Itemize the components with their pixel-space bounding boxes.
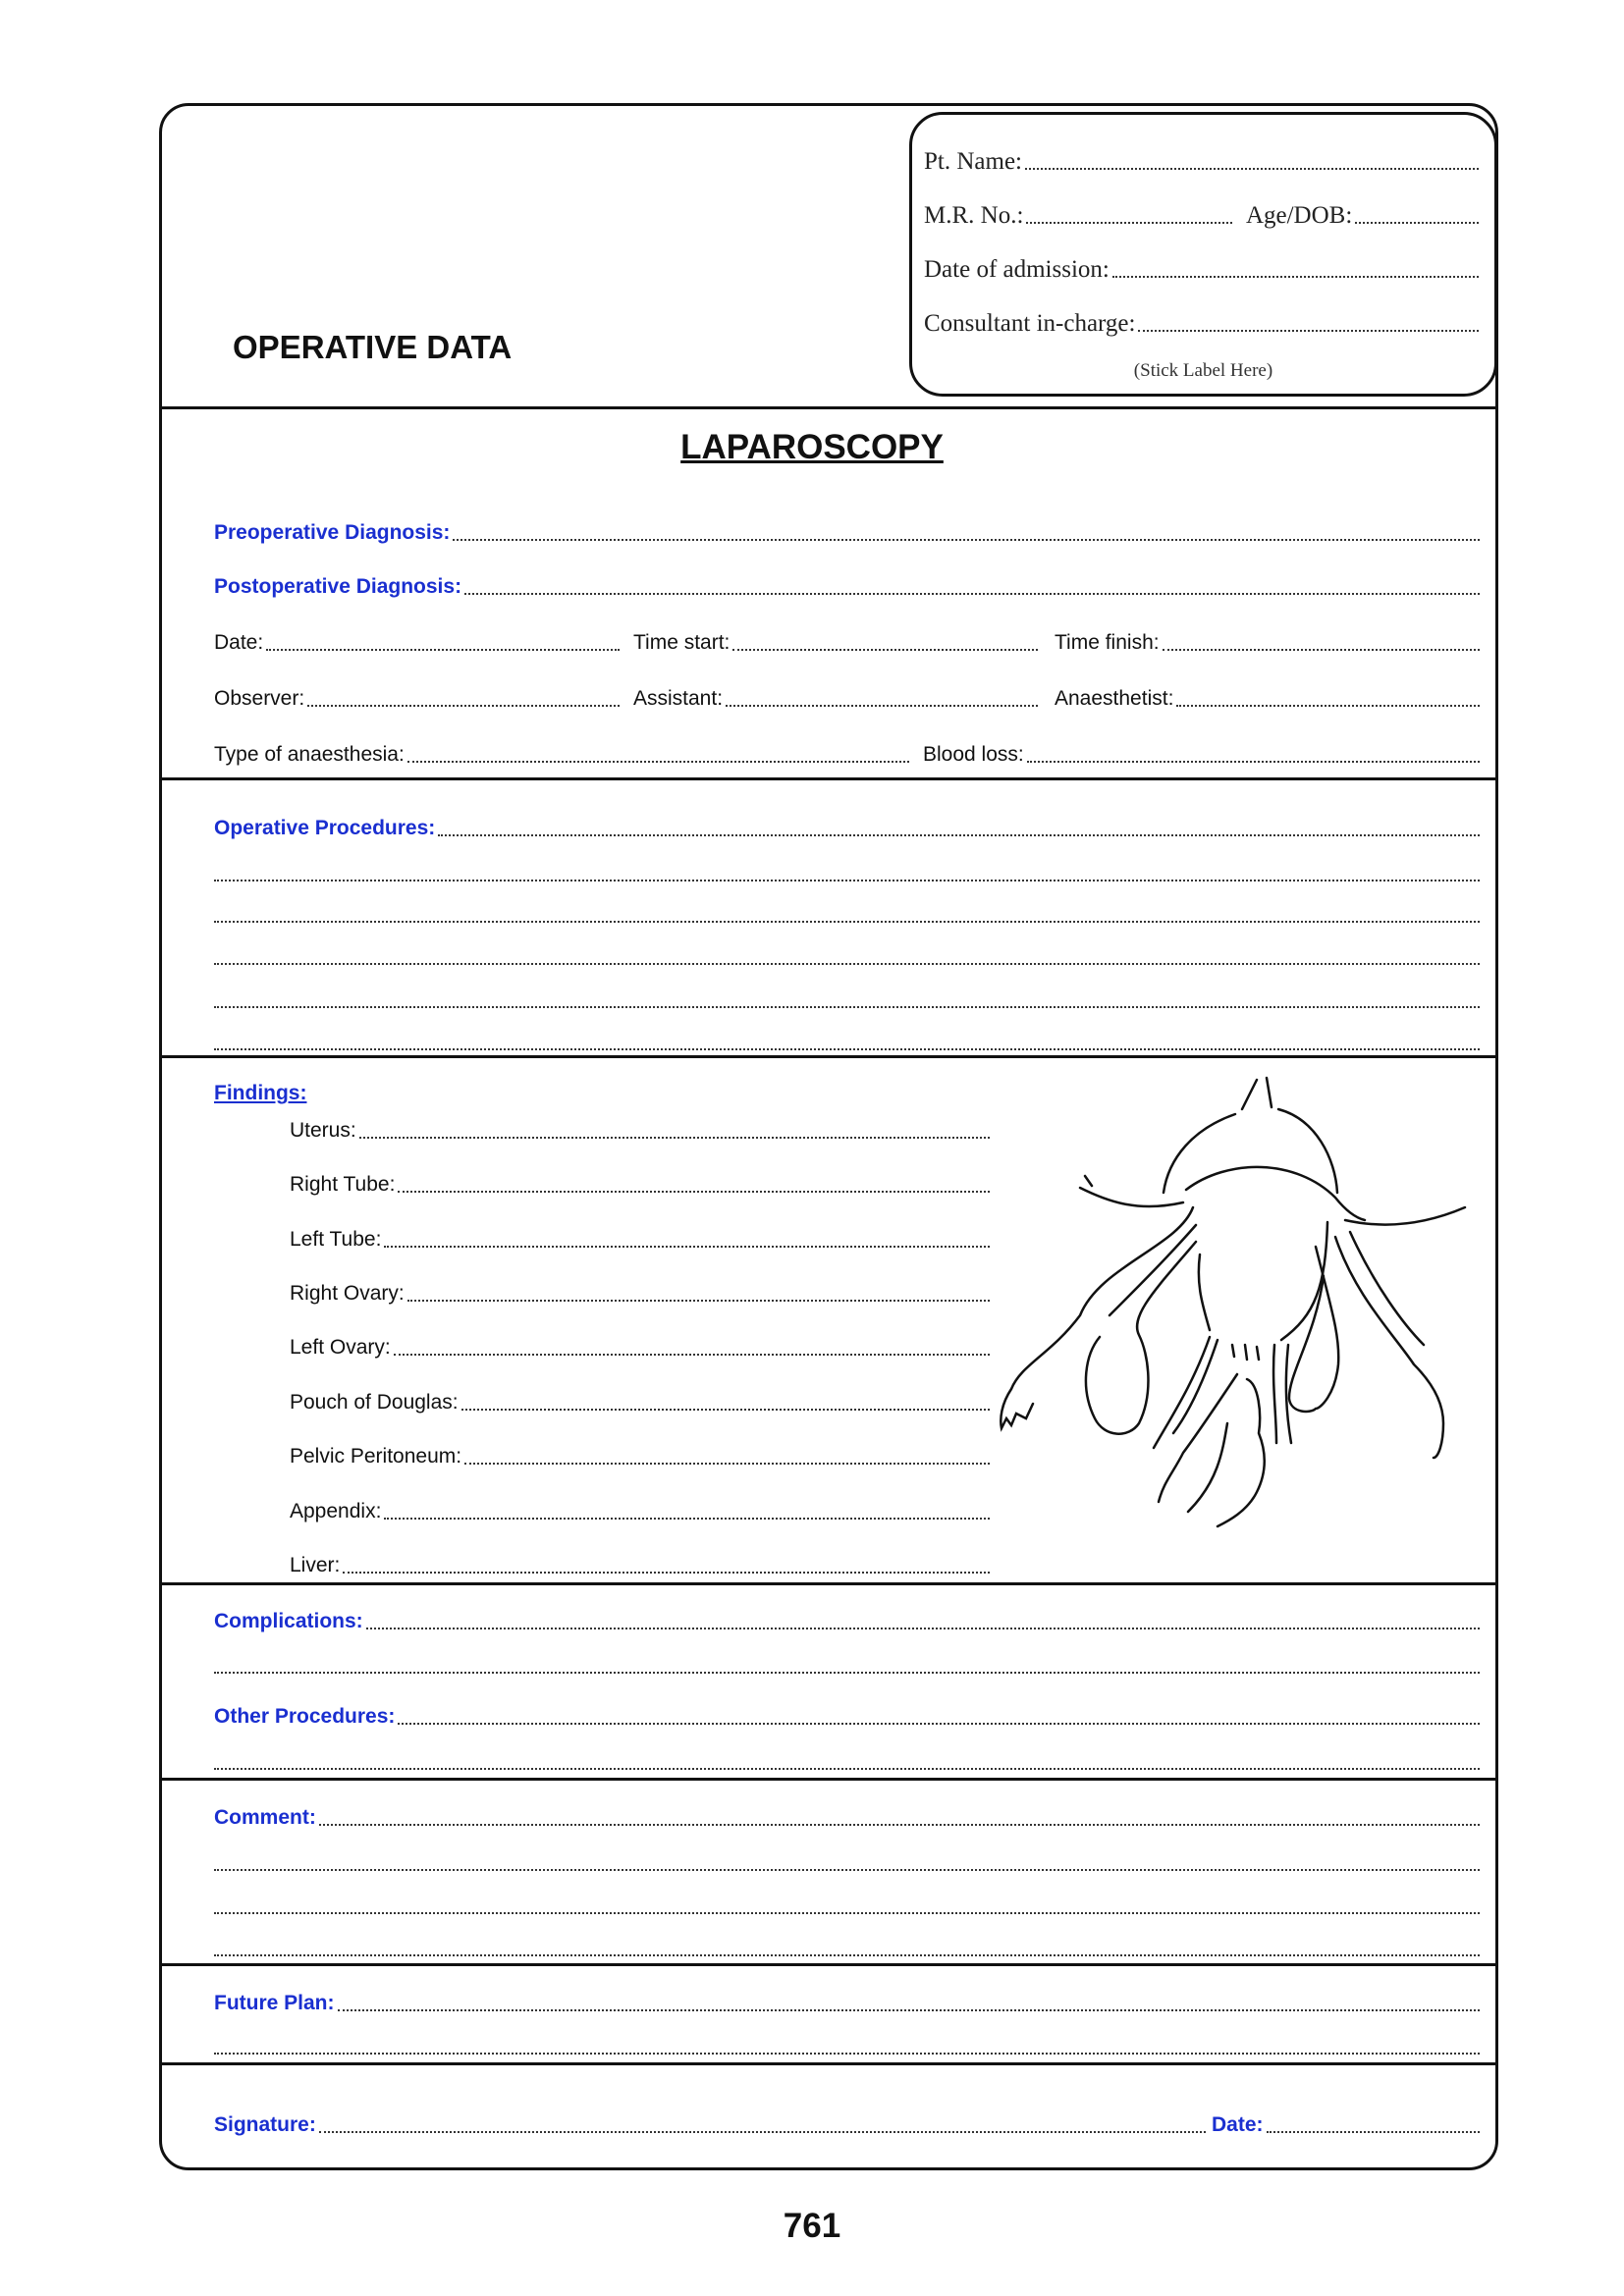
finding-label: Right Tube:	[290, 1173, 396, 1196]
divider	[159, 1582, 1498, 1585]
section-title	[233, 330, 512, 365]
finding-right-tube[interactable]	[290, 1172, 990, 1198]
future-plan-field[interactable]	[214, 1991, 1480, 2016]
operative-procedures-label: Operative Procedures:	[214, 817, 436, 839]
finding-label: Pouch of Douglas:	[290, 1391, 459, 1414]
assistant-label: Assistant:	[633, 687, 724, 710]
anaesthetist-label: Anaesthetist:	[1055, 687, 1174, 710]
finding-uterus[interactable]	[290, 1118, 990, 1144]
uterine-tip-sketch	[1242, 1078, 1272, 1109]
fill-line	[1267, 2130, 1480, 2133]
procedures-line[interactable]	[214, 1048, 1480, 1050]
fill-line	[1027, 760, 1480, 763]
time-finish-field[interactable]	[1055, 630, 1480, 656]
age-dob-line	[1355, 221, 1479, 224]
finding-label: Appendix:	[290, 1500, 382, 1522]
finding-appendix[interactable]	[290, 1499, 990, 1524]
pt-name-line	[1025, 167, 1479, 170]
complications-label: Complications:	[214, 1610, 363, 1632]
divider	[159, 1963, 1498, 1966]
finding-liver[interactable]	[290, 1553, 990, 1578]
mr-no-label: M.R. No.:	[924, 202, 1024, 229]
anaesthetist-field[interactable]	[1055, 686, 1480, 712]
future-plan-label: Future Plan:	[214, 1992, 335, 2014]
fill-line	[359, 1136, 990, 1139]
signature-date-field[interactable]	[1212, 2112, 1480, 2138]
pelvic-anatomy-illustration	[982, 1060, 1492, 1580]
finding-pouch-of-douglas[interactable]	[290, 1390, 990, 1415]
complications-line[interactable]	[214, 1672, 1480, 1674]
mr-no-line	[1026, 221, 1232, 224]
other-procedures-field[interactable]	[214, 1704, 1480, 1730]
signature-field[interactable]	[214, 2112, 1206, 2138]
finding-label: Right Ovary:	[290, 1282, 405, 1305]
procedures-line[interactable]	[214, 1006, 1480, 1008]
finding-right-ovary[interactable]	[290, 1281, 990, 1307]
date-field[interactable]	[214, 630, 620, 656]
consultant-line	[1138, 329, 1479, 332]
finding-label: Left Tube:	[290, 1228, 382, 1251]
comment-line[interactable]	[214, 1954, 1480, 1956]
time-start-field[interactable]	[633, 630, 1038, 656]
form-title	[0, 428, 1624, 467]
fill-line	[461, 1408, 990, 1411]
signature-label: Signature:	[214, 2113, 316, 2136]
anaesthesia-type-field[interactable]	[214, 742, 909, 768]
other-procedures-line[interactable]	[214, 1768, 1480, 1770]
page-number: 761	[783, 2207, 841, 2245]
blood-loss-label: Blood loss:	[923, 743, 1024, 766]
fill-line	[366, 1627, 1480, 1629]
findings-heading	[214, 1081, 306, 1106]
date-label: Date:	[214, 631, 264, 654]
observer-field[interactable]	[214, 686, 620, 712]
pt-name-label: Pt. Name:	[924, 148, 1022, 175]
fill-line	[1163, 648, 1480, 651]
comment-field[interactable]	[214, 1805, 1480, 1831]
fill-line	[398, 1722, 1480, 1725]
observer-label: Observer:	[214, 687, 305, 710]
preoperative-diagnosis-label: Preoperative Diagnosis:	[214, 521, 451, 544]
fill-line	[266, 648, 620, 651]
preoperative-diagnosis-field[interactable]	[214, 520, 1480, 546]
finding-left-ovary[interactable]	[290, 1335, 990, 1361]
finding-pelvic-peritoneum[interactable]	[290, 1444, 990, 1469]
fill-line	[307, 704, 620, 707]
divider	[159, 406, 1498, 409]
mr-age-field[interactable]	[924, 203, 1479, 229]
comment-line[interactable]	[214, 1869, 1480, 1871]
procedures-line[interactable]	[214, 921, 1480, 923]
operative-procedures-field[interactable]	[214, 816, 1480, 841]
section-title-text: OPERATIVE DATA	[233, 329, 513, 365]
fill-line	[726, 704, 1038, 707]
other-procedures-label: Other Procedures:	[214, 1705, 396, 1728]
finding-label: Liver:	[290, 1554, 341, 1576]
stick-label-hint: (Stick Label Here)	[1133, 360, 1273, 381]
divider	[159, 1778, 1498, 1781]
finding-label: Uterus:	[290, 1119, 356, 1142]
fill-line	[453, 538, 1480, 541]
comment-line[interactable]	[214, 1912, 1480, 1914]
age-dob-label: Age/DOB:	[1245, 202, 1353, 229]
findings-heading-text: Findings:	[214, 1082, 307, 1104]
fill-line	[732, 648, 1038, 651]
consultant-label: Consultant in-charge:	[924, 310, 1136, 337]
consultant-field[interactable]	[924, 311, 1479, 337]
divider	[159, 2062, 1498, 2065]
fill-line	[338, 2008, 1480, 2011]
admission-date-line	[1112, 275, 1479, 278]
comment-label: Comment:	[214, 1806, 316, 1829]
complications-field[interactable]	[214, 1609, 1480, 1634]
postoperative-diagnosis-label: Postoperative Diagnosis:	[214, 575, 462, 598]
admission-date-label: Date of admission:	[924, 256, 1110, 283]
blood-loss-field[interactable]	[923, 742, 1480, 768]
signature-date-label: Date:	[1212, 2113, 1264, 2136]
fill-line	[319, 1823, 1480, 1826]
fill-line	[343, 1571, 990, 1574]
fill-line	[394, 1353, 990, 1356]
fill-line	[384, 1245, 990, 1248]
divider	[159, 777, 1498, 780]
divider	[159, 1055, 1498, 1058]
fill-line	[464, 592, 1480, 595]
form-title-text: LAPAROSCOPY	[680, 428, 944, 466]
fill-line	[464, 1462, 990, 1465]
anaesthesia-type-label: Type of anaesthesia:	[214, 743, 405, 766]
fill-line	[407, 1299, 990, 1302]
fill-line	[1176, 704, 1480, 707]
time-finish-label: Time finish:	[1055, 631, 1160, 654]
fill-line	[438, 833, 1480, 836]
future-plan-line[interactable]	[214, 2053, 1480, 2055]
patient-label-box	[909, 112, 1497, 397]
fill-line	[398, 1190, 990, 1193]
fill-line	[407, 760, 909, 763]
procedures-line[interactable]	[214, 880, 1480, 881]
postoperative-diagnosis-field[interactable]	[214, 574, 1480, 600]
fill-line	[319, 2130, 1206, 2133]
finding-label: Pelvic Peritoneum:	[290, 1445, 462, 1468]
procedures-line[interactable]	[214, 963, 1480, 965]
assistant-field[interactable]	[633, 686, 1038, 712]
time-start-label: Time start:	[633, 631, 731, 654]
finding-left-tube[interactable]	[290, 1227, 990, 1253]
pt-name-field[interactable]	[924, 149, 1479, 175]
fill-line	[384, 1517, 990, 1520]
finding-label: Left Ovary:	[290, 1336, 391, 1359]
admission-date-field[interactable]	[924, 257, 1479, 283]
